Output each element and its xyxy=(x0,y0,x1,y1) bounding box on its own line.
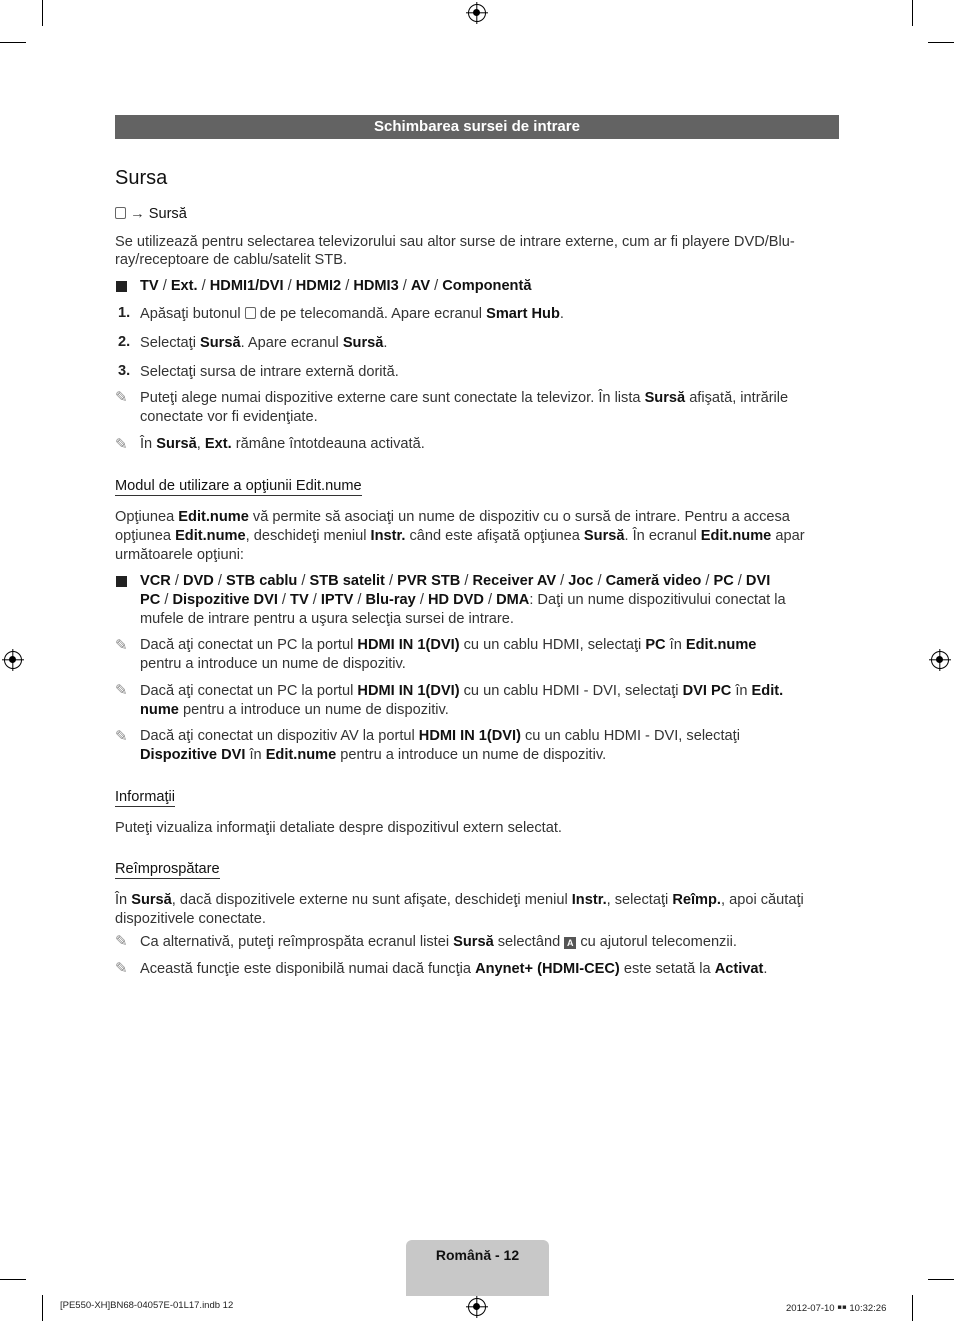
text: PC xyxy=(645,637,666,653)
paragraph-line xyxy=(115,527,805,546)
text: DVI PC xyxy=(682,683,732,699)
registration-mark-icon xyxy=(468,1298,486,1316)
subsection-heading-info: Informaţii xyxy=(115,789,176,805)
text: cu un cablu HDMI - DVI, selectaţi xyxy=(459,683,683,699)
device-item: PVR STB xyxy=(397,573,461,589)
text: Edit.nume xyxy=(685,637,757,653)
device-item: DMA xyxy=(496,592,530,608)
text: HDMI IN 1(DVI) xyxy=(418,728,521,744)
text: Edit.nume xyxy=(175,528,246,544)
source-item: Componentă xyxy=(442,278,532,294)
text: cu ajutorul telecomenzii. xyxy=(576,934,737,950)
text: Dispozitive DVI xyxy=(140,747,246,763)
device-item: IPTV xyxy=(320,592,354,608)
text: Sursă xyxy=(453,934,494,950)
text: HDMI IN 1(DVI) xyxy=(357,637,460,653)
intro-line: Se utilizează pentru selectarea televizorului sau altor surse de intrare externe, cum ar fi playere DVD/Blu- xyxy=(115,234,795,250)
text: Reîmp. xyxy=(672,892,721,908)
device-item: Dispozitive DVI xyxy=(172,592,278,608)
crop-mark xyxy=(912,1295,913,1321)
paragraph-line: dispozitivele conectate. xyxy=(115,911,266,927)
square-bullet-icon xyxy=(116,576,127,587)
source-item: HDMI1/DVI xyxy=(209,278,284,294)
note-text xyxy=(140,960,767,979)
text: în xyxy=(665,637,686,653)
text: selectând xyxy=(493,934,565,950)
pencil-note-icon: ✎ xyxy=(115,728,128,745)
print-timestamp: 2012-07-10 ￭￭ 10:32:26 xyxy=(786,1303,887,1314)
note-text: pentru a introduce un nume de dispozitiv. xyxy=(140,656,406,672)
device-item: Blu-ray xyxy=(365,592,416,608)
file-info: [PE550-XH]BN68-04057E-01L17.indb 12 xyxy=(60,1300,234,1311)
separator: / xyxy=(341,278,354,294)
step-text xyxy=(140,305,564,324)
device-item: STB cablu xyxy=(225,573,298,589)
pencil-note-icon: ✎ xyxy=(115,389,128,406)
text: Dacă aţi conectat un dispozitiv AV la portul xyxy=(140,728,419,744)
text: Dacă aţi conectat un PC la portul xyxy=(140,637,358,653)
crop-mark xyxy=(42,0,43,26)
text: pentru a introduce un nume de dispozitiv. xyxy=(178,702,449,718)
subsection-heading-edit-name: Modul de utilizare a opţiunii Edit.nume xyxy=(115,478,362,494)
text: Instr. xyxy=(571,892,607,908)
device-item: Cameră video xyxy=(605,573,702,589)
text: vă permite să asociaţi un nume de dispozitiv cu o sursă de intrare. Pentru a accesa xyxy=(248,509,790,525)
text: Dacă aţi conectat un PC la portul xyxy=(140,683,358,699)
step-number: 2. xyxy=(118,334,131,350)
menu-button-icon xyxy=(115,207,126,219)
crop-mark xyxy=(0,42,26,43)
text: opţiunea xyxy=(115,528,176,544)
device-item: Joc xyxy=(568,573,594,589)
note-text xyxy=(140,746,606,765)
pencil-note-icon: ✎ xyxy=(115,960,128,977)
text: Edit.nume xyxy=(178,509,249,525)
pencil-note-icon: ✎ xyxy=(115,682,128,699)
text: HDMI IN 1(DVI) xyxy=(357,683,460,699)
device-item: PC xyxy=(140,592,161,608)
text: cu un cablu HDMI, selectaţi xyxy=(459,637,646,653)
crop-mark xyxy=(912,0,913,26)
paragraph-line: următoarele opţiuni: xyxy=(115,547,244,563)
devices-list: PC / Dispozitive DVI / TV / IPTV / Blu-ray / HD DVD / DMA: Daţi un nume dispozitivului conectat la xyxy=(140,592,786,608)
step-text xyxy=(140,334,387,353)
text: pentru a introduce un nume de dispozitiv. xyxy=(336,747,607,763)
device-item: DVI xyxy=(745,573,771,589)
note-text xyxy=(140,727,740,746)
crop-mark xyxy=(928,42,954,43)
text: . xyxy=(383,335,388,351)
paragraph-line xyxy=(115,891,804,910)
paragraph-line xyxy=(115,508,790,527)
text: în xyxy=(245,747,266,763)
separator: / xyxy=(283,278,296,294)
registration-mark-icon xyxy=(931,651,949,669)
text: Opţiunea xyxy=(115,509,179,525)
note-text xyxy=(140,701,449,720)
text: Edit.nume xyxy=(265,747,337,763)
text: Sursă xyxy=(200,335,241,351)
square-bullet-icon xyxy=(116,281,127,292)
page-title: Sursa xyxy=(115,167,168,189)
text: , deschideţi meniul xyxy=(245,528,371,544)
note-text xyxy=(140,933,737,952)
separator: / xyxy=(430,278,443,294)
device-item: PC xyxy=(713,573,734,589)
separator: / xyxy=(398,278,411,294)
text: Ext. xyxy=(204,436,232,452)
text: , dacă dispozitivele externe nu sunt afişate, deschideţi meniul xyxy=(171,892,572,908)
separator: / xyxy=(158,278,171,294)
menu-path xyxy=(115,205,187,224)
text: , xyxy=(196,436,205,452)
text: . În ecranul xyxy=(624,528,701,544)
text: nume xyxy=(140,702,179,718)
text: Edit.nume xyxy=(700,528,772,544)
source-item: HDMI3 xyxy=(353,278,399,294)
text: rămâne întotdeauna activată. xyxy=(231,436,425,452)
device-item: Receiver AV xyxy=(472,573,557,589)
step-number: 3. xyxy=(118,363,131,379)
text: Ca alternativă, puteţi reîmprospăta ecranul listei xyxy=(140,934,454,950)
devices-list: VCR / DVD / STB cablu / STB satelit / PVR STB / Receiver AV / Joc / Cameră video / PC / DVI xyxy=(140,573,771,589)
source-item: TV xyxy=(140,278,159,294)
note-text: conectate vor fi evidenţiate. xyxy=(140,409,318,425)
sources-list xyxy=(140,277,531,296)
device-item: TV xyxy=(290,592,309,608)
text: este setată la xyxy=(619,961,715,977)
subsection-heading-refresh: Reîmprospătare xyxy=(115,861,220,877)
text: Această funcţie este disponibilă numai dacă funcţia xyxy=(140,961,476,977)
intro-line: ray/receptoare de cablu/satelit STB. xyxy=(115,252,347,268)
crop-mark xyxy=(42,1295,43,1321)
devices-list: mufele de intrare pentru a uşura selecţia sursei de intrare. xyxy=(140,611,514,627)
menu-path-arrow: → xyxy=(130,206,145,222)
pencil-note-icon: ✎ xyxy=(115,637,128,654)
crop-mark xyxy=(928,1279,954,1280)
registration-mark-icon xyxy=(4,651,22,669)
note-text xyxy=(140,636,756,655)
text: Apăsaţi butonul xyxy=(140,306,245,322)
text: Sursă xyxy=(131,892,172,908)
menu-button-icon xyxy=(245,307,256,319)
registration-mark-icon xyxy=(468,4,486,22)
source-item: HDMI2 xyxy=(295,278,342,294)
note-text xyxy=(140,435,425,454)
text: Anynet+ (HDMI-CEC) xyxy=(475,961,620,977)
text: Sursă xyxy=(644,390,686,406)
crop-mark xyxy=(0,1279,26,1280)
text: : Daţi un nume dispozitivului conectat la xyxy=(529,592,786,608)
text: în xyxy=(731,683,752,699)
text: cu un cablu HDMI - DVI, selectaţi xyxy=(520,728,740,744)
device-item: STB satelit xyxy=(309,573,385,589)
text: , apoi căutaţi xyxy=(720,892,804,908)
separator: / xyxy=(197,278,210,294)
text: Sursă xyxy=(583,528,625,544)
device-item: HD DVD xyxy=(427,592,484,608)
source-item: AV xyxy=(410,278,431,294)
text: Selectaţi xyxy=(140,335,201,351)
text: Smart Hub xyxy=(486,306,560,322)
text: Edit. xyxy=(751,683,784,699)
text: . xyxy=(559,306,564,322)
page-number: Română - 12 xyxy=(435,1247,520,1263)
text: . xyxy=(763,961,768,977)
pencil-note-icon: ✎ xyxy=(115,436,128,453)
pencil-note-icon: ✎ xyxy=(115,933,128,950)
section-header: Schimbarea sursei de intrare xyxy=(115,115,839,139)
source-item: Ext. xyxy=(170,278,198,294)
paragraph-line: Puteţi vizualiza informaţii detaliate despre dispozitivul extern selectat. xyxy=(115,820,562,836)
text: Sursă xyxy=(156,436,197,452)
text: Activat xyxy=(714,961,764,977)
note-text xyxy=(140,682,783,701)
text: de pe telecomandă. Apare ecranul xyxy=(255,306,487,322)
text: Sursă xyxy=(342,335,384,351)
text: , selectaţi xyxy=(606,892,673,908)
a-button-icon: A xyxy=(564,937,576,949)
text: Instr. xyxy=(370,528,406,544)
text: Puteţi alege numai dispozitive externe care sunt conectate la televizor. În lista xyxy=(140,390,645,406)
text: când este afişată opţiunea xyxy=(405,528,584,544)
note-text xyxy=(140,389,788,408)
step-number: 1. xyxy=(118,305,131,321)
text: apar xyxy=(771,528,805,544)
text: În xyxy=(115,892,132,908)
device-item: DVD xyxy=(182,573,214,589)
text: În xyxy=(140,436,157,452)
device-item: VCR xyxy=(140,573,171,589)
step-text: Selectaţi sursa de intrare externă dorită. xyxy=(140,364,399,380)
text: . Apare ecranul xyxy=(240,335,343,351)
menu-path-target: Sursă xyxy=(148,206,187,222)
text: afişată, intrările xyxy=(685,390,789,406)
